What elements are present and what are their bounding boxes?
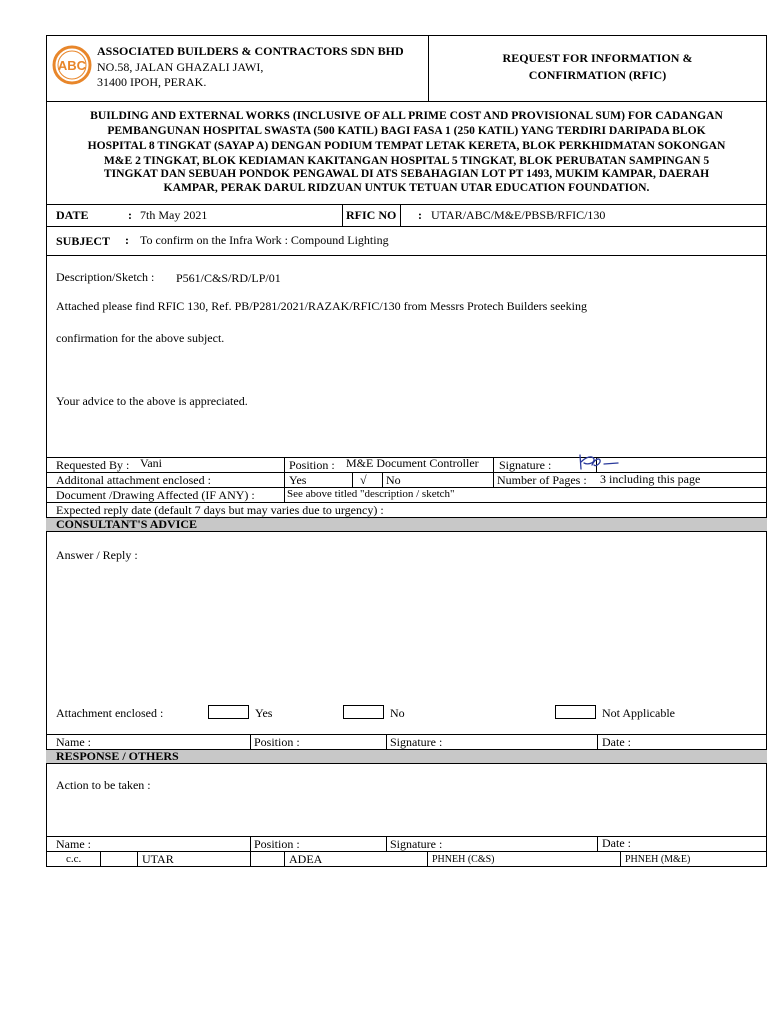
cc-label: c.c. — [66, 853, 82, 865]
cc-recipient: PHNEH (M&E) — [625, 854, 691, 865]
response-position-label: Position : — [254, 837, 300, 851]
project-title-line4: M&E 2 TINGKAT, BLOK KEDIAMAN KAKITANGAN HOSPITAL 5 TINGKAT, BLOK PERUBATAN SAMPINGAN 5 — [103, 154, 710, 167]
project-title-line5: TINGKAT DAN SEBUAH PONDOK PENGAWAL DI ATS SEBAHAGIAN LOT PT 1493, MUKIM KAMPAR, DAERAH — [103, 167, 710, 180]
consultant-yes-checkbox[interactable] — [208, 705, 249, 719]
form-title-line1: REQUEST FOR INFORMATION & — [502, 51, 693, 65]
subject-colon: : — [125, 233, 129, 247]
cc-col5 — [620, 851, 621, 867]
cc-recipient: ADEA — [289, 852, 323, 866]
date-row-bottom — [46, 226, 767, 227]
signature-label: Signature : — [499, 458, 552, 472]
consultant-na-label: Not Applicable — [602, 706, 675, 720]
form-title-line2: CONFIRMATION (RFIC) — [528, 68, 667, 82]
cc-recipient: UTAR — [142, 852, 174, 866]
consultant-date-label: Date : — [602, 735, 631, 749]
company-address-line1: NO.58, JALAN GHAZALI JAWI, — [97, 60, 264, 74]
request-grid-col3 — [352, 472, 353, 487]
cc-recipient: PHNEH (C&S) — [432, 854, 495, 865]
request-grid-col4 — [382, 472, 383, 487]
response-name-label: Name : — [56, 837, 91, 851]
body-paragraph-2: confirmation for the above subject. — [56, 331, 225, 345]
pages-label: Number of Pages : — [497, 473, 587, 487]
position-value: M&E Document Controller — [346, 456, 479, 470]
subject-label: SUBJECT — [56, 234, 111, 248]
consultant-attachment-label: Attachment enclosed : — [56, 706, 164, 720]
subject-value: To confirm on the Infra Work : Compound Lighting — [140, 233, 389, 247]
rfic-number: UTAR/ABC/M&E/PBSB/RFIC/130 — [431, 208, 606, 222]
project-title-line2: PEMBANGUNAN HOSPITAL SWASTA (500 KATIL) BAGI FASA 1 (250 KATIL) YANG TERDIRI DARIPADA BLOK — [107, 124, 706, 137]
date-colon: : — [128, 208, 132, 222]
consultant-no-checkbox[interactable] — [343, 705, 384, 719]
requested-by-label: Requested By : — [56, 458, 130, 472]
response-sign-col1 — [250, 836, 251, 867]
response-sign-col2 — [386, 836, 387, 851]
consultant-position-label: Position : — [254, 735, 300, 749]
rfic-label-divider — [400, 204, 401, 226]
header-bottom-line — [46, 101, 767, 102]
response-header: RESPONSE / OTHERS — [56, 749, 179, 763]
action-label: Action to be taken : — [56, 778, 151, 792]
logo-text: ABC — [57, 58, 87, 73]
project-title-line6: KAMPAR, PERAK DARUL RIDZUAN UNTUK TETUAN UTAR EDUCATION FOUNDATION. — [163, 181, 650, 194]
response-signature-label: Signature : — [390, 837, 443, 851]
cc-col3 — [284, 851, 285, 867]
cc-col1 — [100, 851, 101, 867]
pages-value: 3 including this page — [600, 472, 701, 486]
consultant-header: CONSULTANT'S ADVICE — [56, 517, 198, 531]
consultant-yes-label: Yes — [255, 706, 273, 720]
consultant-na-checkbox[interactable] — [555, 705, 596, 719]
date-value: 7th May 2021 — [140, 208, 208, 222]
cc-col2 — [137, 851, 138, 867]
subject-row-bottom — [46, 255, 767, 256]
consultant-sign-col2 — [386, 734, 387, 749]
company-logo — [52, 45, 92, 85]
consultant-no-label: No — [390, 706, 405, 720]
document-affected-label: Document /Drawing Affected (IF ANY) : — [56, 488, 255, 502]
request-grid-col2 — [493, 457, 494, 487]
signature-scribble — [574, 451, 624, 473]
request-grid-col1 — [284, 457, 285, 502]
attachment-check: √ — [360, 473, 367, 487]
attachment-no: No — [386, 473, 401, 487]
company-address-line2: 31400 IPOH, PERAK. — [97, 75, 207, 89]
consultant-sign-col3 — [597, 734, 598, 749]
project-bottom-line — [46, 204, 767, 205]
attachment-yes: Yes — [289, 473, 307, 487]
expected-reply-label: Expected reply date (default 7 days but may varies due to urgency) : — [56, 503, 384, 517]
requested-by-value: Vani — [140, 456, 162, 470]
position-label: Position : — [289, 458, 335, 472]
consultant-signature-label: Signature : — [390, 735, 443, 749]
consultant-name-label: Name : — [56, 735, 91, 749]
company-name: ASSOCIATED BUILDERS & CONTRACTORS SDN BHD — [97, 44, 404, 58]
date-rfic-divider — [342, 204, 343, 226]
cc-col4 — [427, 851, 428, 867]
date-label: DATE — [56, 208, 89, 222]
attachment-label: Additonal attachment enclosed : — [56, 473, 211, 487]
answer-label: Answer / Reply : — [56, 548, 138, 562]
project-title-line3: HOSPITAL 8 TINGKAT (SAYAP A) DENGAN PODIUM TEMPAT LETAK KERETA, BLOK PERKHIDMATAN SOKONGAN — [87, 139, 726, 152]
body-paragraph-1: Attached please find RFIC 130, Ref. PB/P281/2021/RAZAK/RFIC/130 from Messrs Protech Builders seeking — [56, 299, 587, 313]
document-affected-value: See above titled "description / sketch" — [287, 488, 455, 500]
project-title-line1: BUILDING AND EXTERNAL WORKS (INCLUSIVE OF ALL PRIME COST AND PROVISIONAL SUM) FOR CADANGAN — [90, 109, 723, 122]
rfic-colon: : — [418, 208, 422, 222]
rfic-label: RFIC NO — [346, 208, 397, 222]
response-sign-col3 — [597, 836, 598, 851]
response-date-label: Date : — [602, 836, 631, 850]
body-paragraph-3: Your advice to the above is appreciated. — [56, 394, 248, 408]
description-value: P561/C&S/RD/LP/01 — [176, 271, 281, 285]
description-label: Description/Sketch : — [56, 270, 155, 284]
consultant-sign-col1 — [250, 734, 251, 749]
